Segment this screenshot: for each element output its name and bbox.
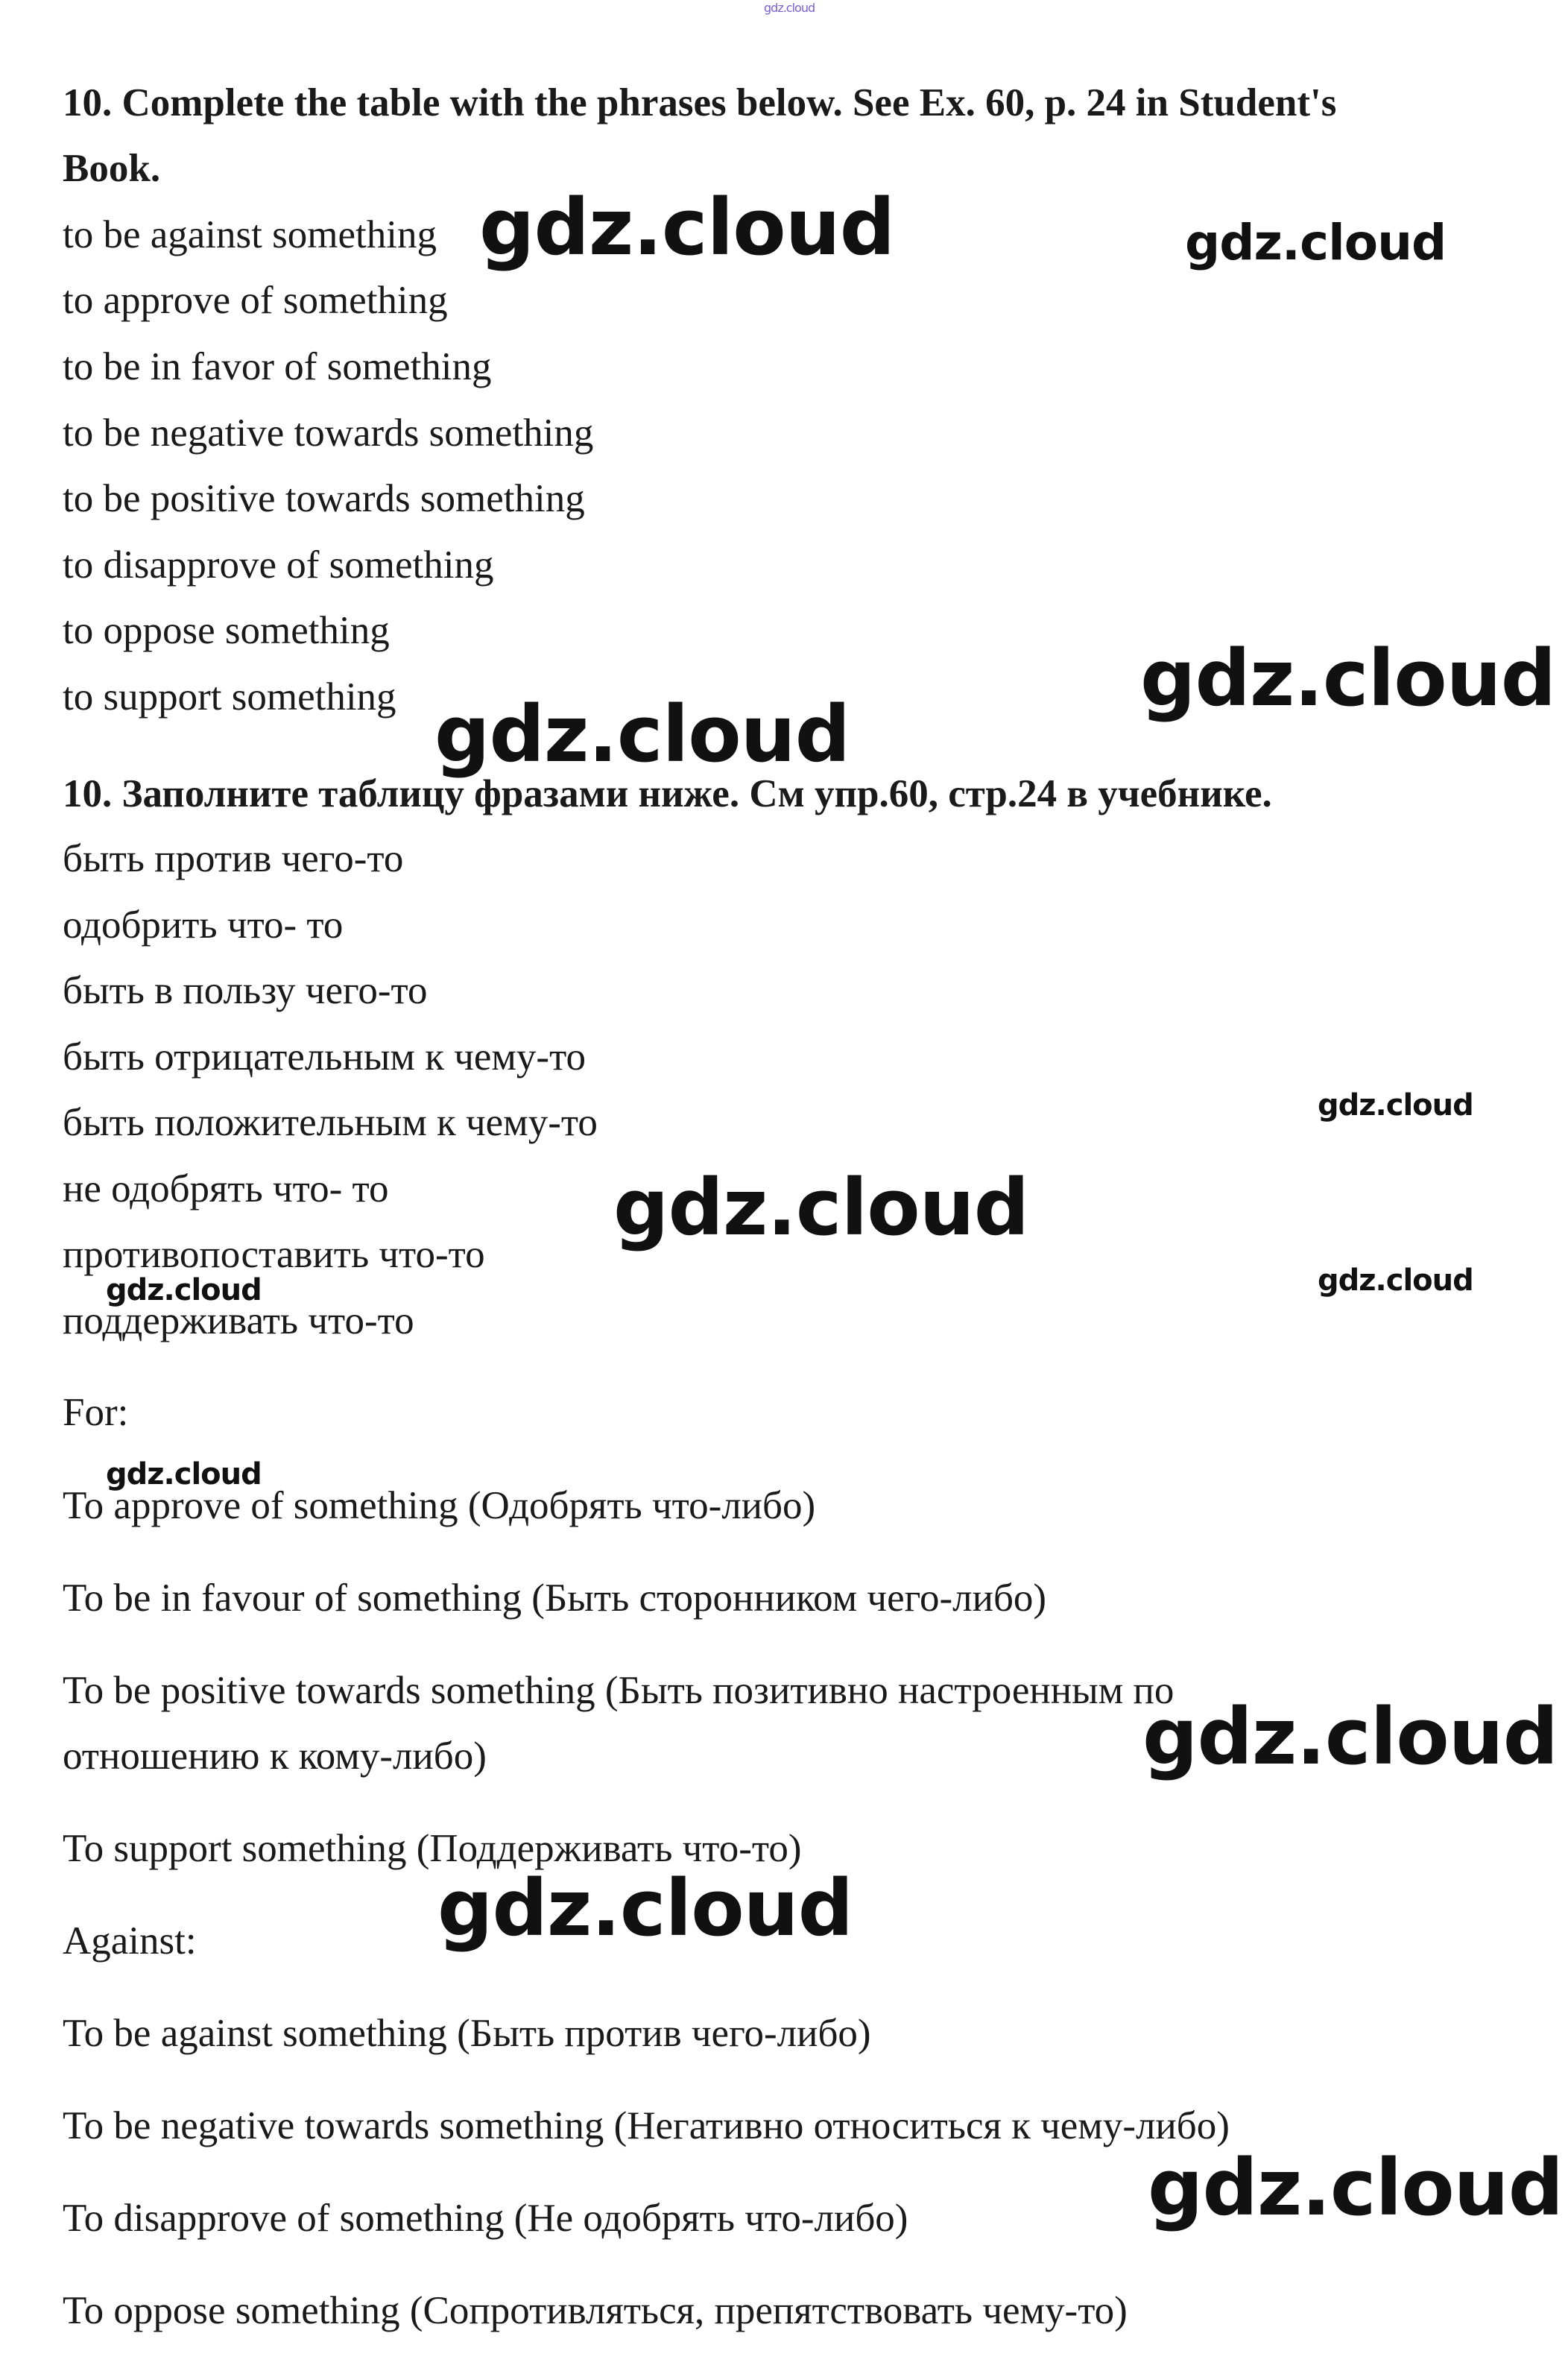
task-heading-en-line1: 10. Complete the table with the phrases below. See Ex. 60, p. 24 in Student's	[63, 81, 1337, 124]
phrase-en: to be in favor of something	[63, 345, 492, 388]
phrase-ru: одобрить что- то	[63, 903, 344, 947]
against-label: Against:	[63, 1919, 197, 1963]
for-item-continuation: отношению к кому-либо)	[63, 1734, 487, 1778]
phrase-en: to approve of something	[63, 279, 448, 322]
watermark: gdz.cloud	[1185, 214, 1447, 271]
watermark: gdz.cloud	[106, 1457, 262, 1491]
phrase-ru: быть положительным к чему-то	[63, 1101, 598, 1144]
phrase-en: to support something	[63, 675, 396, 719]
phrase-ru: противопоставить что-то	[63, 1233, 485, 1276]
watermark: gdz.cloud	[1142, 1691, 1558, 1782]
for-item: To be in favour of something (Быть сторонником чего-либо)	[63, 1576, 1047, 1620]
watermark: gdz.cloud	[1318, 1263, 1473, 1298]
against-item: To be against something (Быть против чего-либо)	[63, 2012, 871, 2055]
phrase-ru: не одобрять что- то	[63, 1167, 389, 1210]
against-item: To disapprove of something (Не одобрять что-либо)	[63, 2197, 908, 2240]
for-label: For:	[63, 1391, 129, 1434]
phrase-ru: поддерживать что-то	[63, 1299, 414, 1342]
phrase-en: to be against something	[63, 213, 437, 256]
against-item: To be negative towards something (Негативно относиться к чему-либо)	[63, 2104, 1230, 2147]
watermark-top: gdz.cloud	[764, 1, 815, 15]
phrase-ru: быть в пользу чего-то	[63, 969, 428, 1012]
phrase-ru: быть против чего-то	[63, 837, 404, 880]
watermark: gdz.cloud	[1140, 633, 1556, 724]
task-heading-ru: 10. Заполните таблицу фразами ниже. См упр.60, стр.24 в учебнике.	[63, 772, 1272, 815]
phrase-ru: быть отрицательным к чему-то	[63, 1035, 587, 1079]
watermark: gdz.cloud	[434, 689, 850, 780]
watermark: gdz.cloud	[479, 182, 895, 273]
watermark: gdz.cloud	[1148, 2142, 1564, 2233]
for-item: To approve of something (Одобрять что-либо)	[63, 1484, 816, 1527]
against-item: To oppose something (Сопротивляться, препятствовать чему-то)	[63, 2289, 1128, 2332]
for-item: To be positive towards something (Быть позитивно настроенным по	[63, 1669, 1175, 1712]
task-heading-en-line2: Book.	[63, 147, 161, 190]
watermark: gdz.cloud	[1318, 1088, 1473, 1123]
watermark: gdz.cloud	[437, 1863, 853, 1954]
phrase-en: to be negative towards something	[63, 411, 594, 455]
for-item: To support something (Поддерживать что-то)	[63, 1827, 802, 1870]
watermark: gdz.cloud	[106, 1273, 262, 1307]
phrase-en: to be positive towards something	[63, 477, 585, 520]
phrase-en: to disapprove of something	[63, 543, 494, 587]
watermark: gdz.cloud	[613, 1162, 1029, 1253]
phrase-en: to oppose something	[63, 609, 390, 652]
